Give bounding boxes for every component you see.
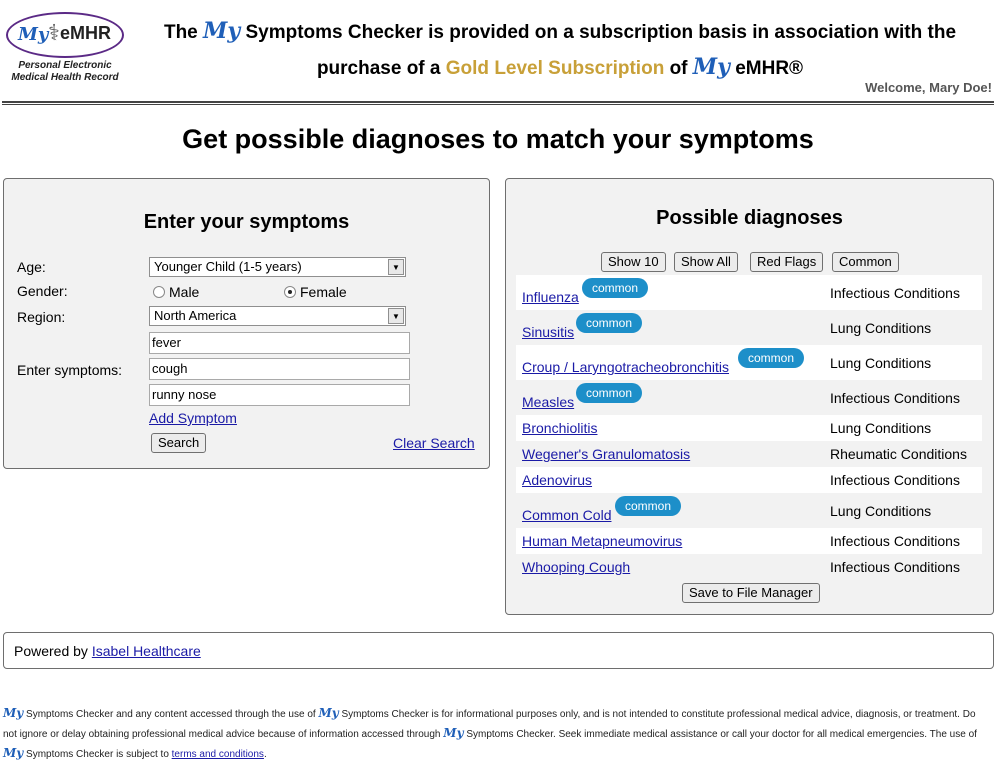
- diagnosis-link[interactable]: Influenza: [522, 289, 579, 305]
- disclaimer-my-4: My: [3, 746, 24, 760]
- disclaimer-text-1: Symptoms Checker and any content accessed through the use of: [26, 709, 316, 720]
- headline-the: The: [163, 22, 198, 43]
- isabel-healthcare-link[interactable]: Isabel Healthcare: [91, 643, 201, 659]
- diagnosis-link[interactable]: Wegener's Granulomatosis: [522, 446, 691, 462]
- disclaimer-text-3: Symptoms Checker. Seek immediate medical assistance or call your doctor for all medical emergencies. The use of: [466, 729, 977, 740]
- radio-unchecked-icon[interactable]: [153, 286, 165, 298]
- symptom-input-2[interactable]: cough: [149, 358, 410, 380]
- gender-label: Gender:: [17, 283, 68, 299]
- common-badge: common: [738, 348, 804, 368]
- list-item: [516, 380, 982, 415]
- diagnosis-link[interactable]: Whooping Cough: [522, 559, 631, 575]
- radio-checked-icon[interactable]: [284, 286, 296, 298]
- headline-part1: Symptoms Checker is provided on a subscription basis in association with the: [245, 22, 957, 43]
- symptom-input-3[interactable]: runny nose: [149, 384, 410, 406]
- list-item: [516, 493, 982, 528]
- header-divider-2: [2, 104, 994, 105]
- show-10-button[interactable]: Show 10: [601, 252, 666, 272]
- common-badge: common: [576, 313, 642, 333]
- headline-part2: purchase of a: [316, 58, 441, 79]
- logo-emhr-text: eMHR: [60, 23, 112, 43]
- show-all-button[interactable]: Show All: [674, 252, 738, 272]
- gender-radio-female[interactable]: [284, 284, 347, 300]
- dropdown-arrow-icon[interactable]: ▼: [388, 259, 404, 275]
- diagnoses-list: [516, 275, 982, 580]
- common-filter-button[interactable]: Common: [832, 252, 899, 272]
- region-select[interactable]: [149, 306, 406, 326]
- logo-subtitle-line1: Personal Electronic: [18, 60, 112, 71]
- welcome-message: Welcome, Mary Doe!: [865, 80, 992, 95]
- header: [0, 0, 996, 104]
- disclaimer-my-1: My: [3, 706, 24, 720]
- list-item: [516, 415, 982, 441]
- gender-radio-male[interactable]: [153, 284, 199, 300]
- headline-line2: [140, 50, 980, 86]
- clear-search-link[interactable]: Clear Search: [393, 435, 475, 451]
- logo-subtitle-line2: Medical Health Record: [11, 72, 119, 83]
- list-item: [516, 310, 982, 345]
- diagnoses-panel: [505, 178, 994, 615]
- diagnosis-category: Lung Conditions: [830, 420, 932, 436]
- gender-male-label: Male: [169, 284, 200, 300]
- gender-female-label: Female: [300, 284, 347, 300]
- add-symptom-link[interactable]: Add Symptom: [149, 410, 237, 426]
- diagnosis-category: Infectious Conditions: [830, 389, 960, 406]
- list-item: [516, 275, 982, 310]
- age-select[interactable]: [149, 257, 406, 277]
- list-item: [516, 554, 982, 580]
- diagnosis-link[interactable]: Measles: [522, 394, 575, 410]
- enter-symptoms-label: Enter symptoms:: [17, 362, 123, 378]
- search-button[interactable]: Search: [151, 433, 206, 453]
- age-label: Age:: [17, 259, 46, 275]
- diagnosis-category: Rheumatic Conditions: [830, 446, 967, 462]
- caduceus-icon: ⚕: [48, 20, 60, 45]
- diagnosis-category: Infectious Conditions: [830, 472, 960, 488]
- disclaimer-text-4: Symptoms Checker is subject to: [26, 749, 169, 760]
- red-flags-button[interactable]: Red Flags: [750, 252, 823, 272]
- list-item: [516, 528, 982, 554]
- diagnosis-category: Lung Conditions: [830, 502, 932, 519]
- disclaimer-text-2: Symptoms Checker is for informational purposes only, and is not intended to constitute professional medical advice, diagnosis, or treatment. Do not ignore or delay obtaining professional medical advice because of information accessed through: [3, 709, 976, 740]
- diagnosis-link[interactable]: Bronchiolitis: [522, 420, 598, 436]
- disclaimer-my-3: My: [443, 726, 464, 740]
- powered-by-text: Powered by: [14, 643, 88, 659]
- headline-of: of: [669, 58, 688, 79]
- disclaimer: [3, 704, 991, 764]
- subscription-headline: [140, 14, 980, 86]
- diagnosis-category: Lung Conditions: [830, 354, 932, 371]
- header-divider: [2, 101, 994, 103]
- list-item: [516, 441, 982, 467]
- diagnosis-link[interactable]: Adenovirus: [522, 472, 593, 488]
- symptoms-panel: [3, 178, 490, 469]
- diagnosis-category: Infectious Conditions: [830, 284, 960, 301]
- symptom-input-1[interactable]: fever: [149, 332, 410, 354]
- diagnosis-link[interactable]: Human Metapneumovirus: [522, 533, 683, 549]
- diagnosis-link[interactable]: Common Cold: [522, 507, 612, 523]
- diagnoses-panel-title: Possible diagnoses: [656, 207, 843, 229]
- diagnosis-category: Lung Conditions: [830, 319, 932, 336]
- region-select-value: North America: [154, 308, 237, 323]
- diagnosis-category: Infectious Conditions: [830, 533, 960, 549]
- save-to-file-manager-button[interactable]: Save to File Manager: [682, 583, 820, 603]
- logo-subtitle: [4, 60, 126, 84]
- powered-by-bar: [3, 632, 994, 669]
- memhr-logo[interactable]: [4, 12, 126, 90]
- list-item: [516, 467, 982, 493]
- region-label: Region:: [17, 309, 66, 325]
- dropdown-arrow-icon[interactable]: ▼: [388, 308, 404, 324]
- headline-line1: [140, 14, 980, 50]
- gold-subscription-text: Gold Level Subscription: [445, 58, 665, 79]
- age-select-value: Younger Child (1-5 years): [154, 259, 302, 274]
- headline-my: My: [203, 18, 241, 44]
- common-badge: common: [615, 496, 681, 516]
- common-badge: common: [582, 278, 648, 298]
- list-item: [516, 345, 982, 380]
- headline-my-2: My: [692, 54, 730, 80]
- terms-and-conditions-link[interactable]: terms and conditions: [171, 749, 264, 760]
- diagnosis-link[interactable]: Croup / Laryngotracheobronchitis: [522, 359, 730, 375]
- disclaimer-my-2: My: [318, 706, 339, 720]
- headline-emhr: eMHR®: [735, 58, 804, 79]
- page-title: Get possible diagnoses to match your symptoms: [182, 124, 814, 154]
- disclaimer-text-5: .: [263, 749, 267, 760]
- logo-my-text: My: [18, 24, 49, 45]
- common-badge: common: [576, 383, 642, 403]
- diagnosis-category: Infectious Conditions: [830, 559, 960, 575]
- diagnosis-link[interactable]: Sinusitis: [522, 324, 575, 340]
- symptoms-panel-title: Enter your symptoms: [143, 211, 350, 233]
